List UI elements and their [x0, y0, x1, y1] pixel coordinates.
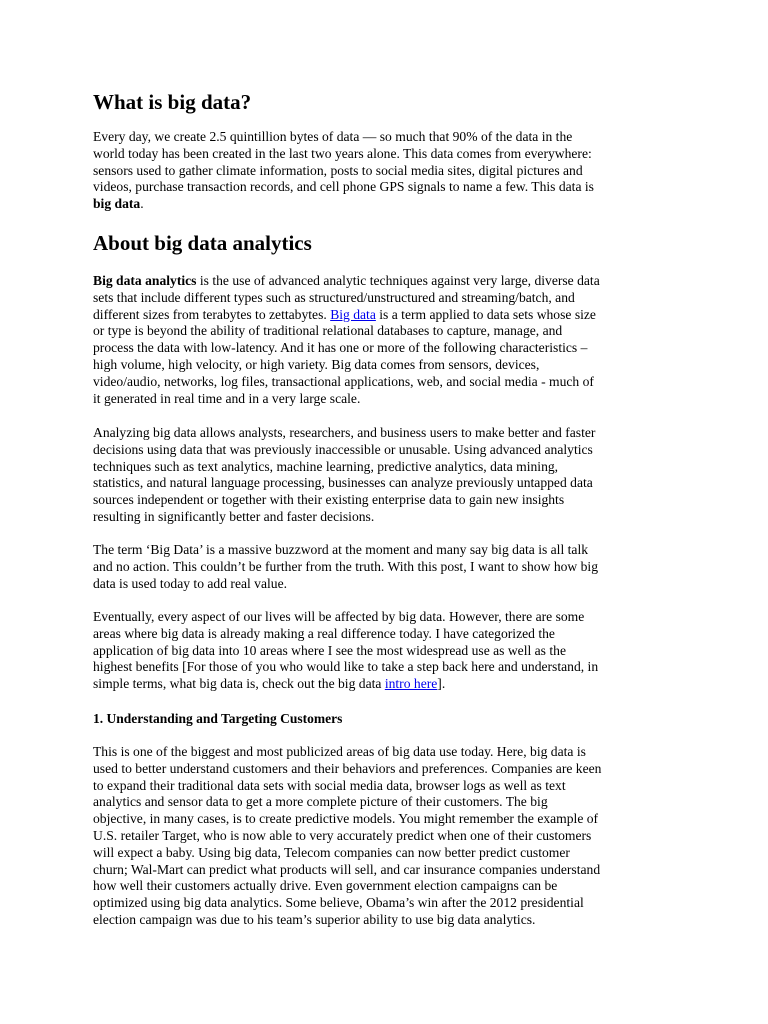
text-line: Eventually, every aspect of our lives will be affected by big data. However, there are some [93, 609, 585, 624]
text-line: video/audio, networks, log files, transactional applications, web, and social media - much of [93, 373, 594, 389]
text-line: sets that include different types such as structured/unstructured and streaming/batch, and [93, 289, 575, 305]
text-line: or type is beyond the ability of traditional relational databases to capture, manage, and [93, 323, 563, 339]
paragraph-definition [93, 273, 683, 407]
text-line: This is one of the biggest and most publicized areas of big data use today. Here, big data is [93, 744, 586, 759]
text-line: techniques such as text analytics, machine learning, predictive analytics, data mining, [93, 458, 559, 474]
text-line: Analyzing big data allows analysts, researchers, and business users to make better and faster [93, 425, 596, 440]
text-line: videos, purchase transaction records, and cell phone GPS signals to name a few. This data is [93, 179, 594, 195]
text-line: U.S. retailer Target, who is now able to very accurately predict when one of their customers [93, 827, 592, 843]
text-line [93, 307, 683, 324]
text-line: sources independent or together with their existing enterprise data to gain new insights [93, 492, 565, 508]
paragraph-buzzword [93, 542, 683, 592]
text-fragment: . [140, 196, 144, 212]
text-line: areas where big data is already making a real difference today. I have categorized the [93, 625, 555, 641]
paragraph-eventually [93, 609, 683, 693]
paragraph-customers [93, 744, 683, 929]
text-fragment: different sizes from terabytes to zettabytes. [93, 306, 331, 322]
text-line: highest benefits [For those of you who would like to take a step back here and understand, in [93, 659, 599, 675]
paragraph-analyzing [93, 425, 683, 526]
text-line: resulting in significantly better and faster decisions. [93, 508, 375, 524]
text-line: world today has been created in the last two years alone. This data comes from everywhere: [93, 145, 592, 161]
text-line: will expect a baby. Using big data, Telecom companies can now better predict customer [93, 844, 570, 860]
text-fragment: ]. [437, 676, 446, 692]
text-line: it generated in real time and in a very large scale. [93, 390, 361, 406]
text-fragment: is the use of advanced analytic techniques against very large, diverse data [196, 273, 600, 288]
text-line: statistics, and natural language processing, businesses can analyze previously untapped data [93, 475, 593, 491]
text-fragment: simple terms, what big data is, check out the big data [93, 676, 385, 692]
text-line: how well their customers actually drive. Even government election campaigns can be [93, 878, 558, 894]
text-fragment: is a term applied to data sets whose size [375, 306, 596, 322]
bold-term-big-data-analytics: Big data analytics [93, 273, 197, 288]
text-line: and no action. This couldn’t be further from the truth. With this post, I want to show how big [93, 558, 598, 574]
heading-what-is-big-data: What is big data? [93, 90, 252, 114]
link-big-data[interactable]: Big data [330, 306, 376, 322]
text-line: process the data with low-latency. And it has one or more of the following characteristics – [93, 340, 588, 356]
text-line: data is used today to add real value. [93, 575, 288, 591]
text-line: used to better understand customers and their behaviors and preferences. Companies are keen [93, 760, 602, 776]
text-line [93, 273, 683, 290]
bold-term-big-data: big data [93, 196, 141, 212]
text-line: sensors used to gather climate information, posts to social media sites, digital pictures and [93, 162, 583, 178]
text-line: application of big data into 10 areas where I see the most widespread use as well as the [93, 642, 566, 658]
text-line: The term ‘Big Data’ is a massive buzzword at the moment and many say big data is all talk [93, 542, 589, 557]
link-intro-here[interactable]: intro here [384, 676, 438, 692]
text-line [93, 676, 683, 693]
paragraph-intro [93, 129, 683, 213]
text-line [93, 196, 683, 213]
text-line: to expand their traditional data sets with social media data, browser logs as well as text [93, 777, 566, 793]
text-line: decisions using data that was previously inaccessible or unusable. Using advanced analytics [93, 441, 593, 457]
text-line: Every day, we create 2.5 quintillion bytes of data — so much that 90% of the data in the [93, 129, 573, 144]
text-line: optimized using big data analytics. Some believe, Obama’s win after the 2012 presidential [93, 895, 584, 911]
text-line: objective, in many cases, is to create predictive models. You might remember the example of [93, 811, 599, 827]
text-line: churn; Wal-Mart can predict what products will sell, and car insurance companies understand [93, 861, 601, 877]
text-line: analytics and sensor data to get a more complete picture of their customers. The big [93, 794, 548, 810]
heading-about-big-data-analytics: About big data analytics [93, 231, 312, 255]
text-line: high volume, high velocity, or high variety. Big data comes from sensors, devices, [93, 356, 540, 372]
heading-understanding-targeting-customers: 1. Understanding and Targeting Customers [93, 711, 343, 726]
text-line: election campaign was due to his team’s superior ability to use big data analytics. [93, 911, 536, 927]
